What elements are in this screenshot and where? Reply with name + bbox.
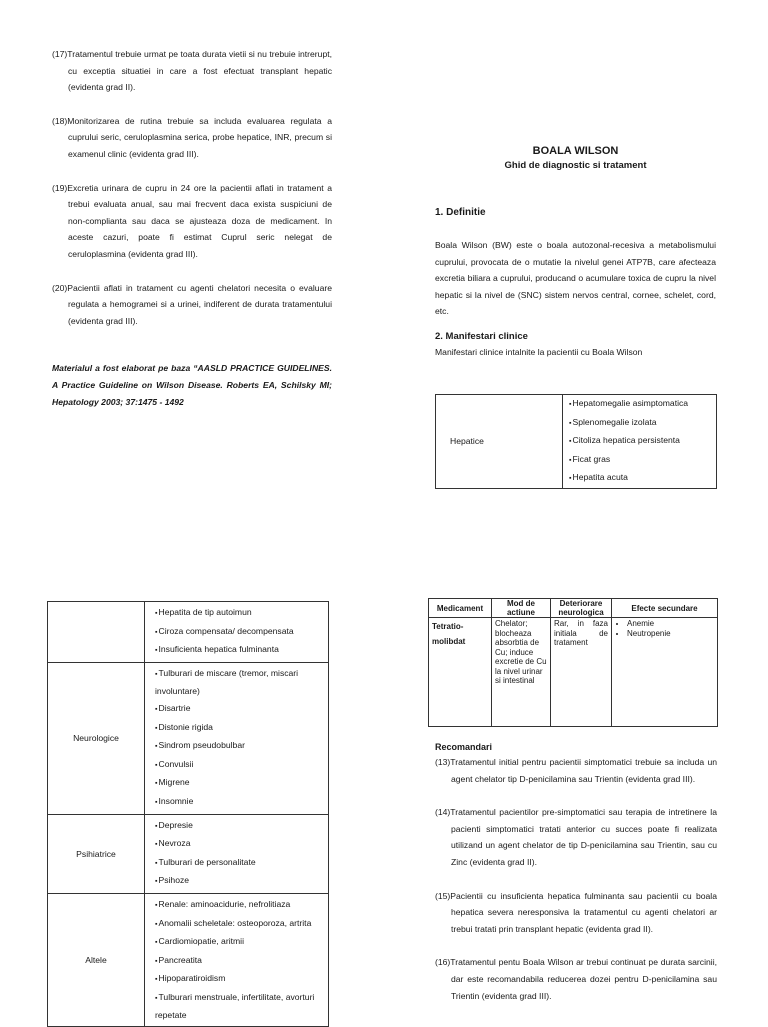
- neuro-deterioration: Rar, in faza initiala de tratament: [551, 618, 612, 727]
- list-item: ▪ Splenomegalie izolata: [569, 414, 716, 433]
- list-item: ▪ Insomnie: [155, 793, 322, 812]
- medication-table: [428, 598, 718, 727]
- document-subtitle: Ghid de diagnostic si tratament: [504, 160, 647, 171]
- list-item: ▪ Convulsii: [155, 756, 322, 775]
- list-item: ▪ Ciroza compensata/ decompensata: [155, 623, 322, 642]
- recommendation-13: (13)Tratamentul initial pentru pacientii simptomatici trebuie sa includa un agent chelator tip D-penicilamina sau Trientin (evidenta grad III).: [435, 757, 717, 784]
- list-item: ▪ Tulburari de miscare (tremor, miscari involuntare): [155, 665, 322, 700]
- section-manifestari-heading: 2. Manifestari clinice: [435, 330, 528, 342]
- section-definitie-heading: 1. Definitie: [435, 207, 486, 218]
- list-item: ▪ Psihoze: [155, 872, 322, 891]
- list-item: ▪ Hipoparatiroidism: [155, 970, 322, 989]
- row-list: [145, 602, 329, 663]
- list-item: ▪ Renale: aminoacidurie, nefrolitiaza: [155, 896, 322, 915]
- table-row: [48, 662, 329, 814]
- list-item: ▪ Distonie rigida: [155, 719, 322, 738]
- list-item: ▪ Tulburari menstruale, infertilitate, avorturi repetate: [155, 989, 322, 1024]
- recommendations-heading: Recomandari: [435, 742, 493, 752]
- list-item: ▪ Sindrom pseudobulbar: [155, 737, 322, 756]
- table-row: [48, 814, 329, 893]
- list-item: ▪ Insuficienta hepatica fulminanta: [155, 641, 322, 660]
- clinical-manifestations-table: [47, 601, 329, 1027]
- row-label: Altele: [48, 893, 145, 1026]
- drug-name: Tetratio-molibdat: [429, 618, 492, 727]
- recommendation-20: (20)Pacientii aflati in tratament cu agenti chelatori necesita o evaluare regulata a hemogramei si a urinei, indiferent de durata tratamentului (evidenta grad III).: [52, 282, 332, 326]
- row-list: [145, 814, 329, 893]
- recommendation-18: (18)Monitorizarea de rutina trebuie sa includa evaluarea regulata a cuprului seric, ceruloplasmina serica, probe hepatice, INR, precum si examenul clinic (evidenta grad III).: [52, 115, 332, 159]
- left-column: [52, 46, 332, 410]
- col-header: Mod de actiune: [492, 599, 551, 618]
- recommendation-14: (14)Tratamentul pacientilor pre-simptomatici sau terapia de intretinere la pacienti simptomatici tratati anterior cu succes poate fi realizata utilizand un agent chelator de tip D-penicilamina sau Trientin, sau cu Zinc (evidenta grad II).: [435, 807, 717, 867]
- table-row: [48, 602, 329, 663]
- recommendations-section: [435, 740, 717, 1004]
- list-item: ▪ Disartrie: [155, 700, 322, 719]
- list-item: ▪ Citoliza hepatica persistenta: [569, 432, 716, 451]
- right-column: [435, 144, 716, 361]
- hepatic-list: [563, 395, 717, 489]
- list-item: ▪ Hepatita de tip autoimun: [155, 604, 322, 623]
- row-label: Neurologice: [48, 662, 145, 814]
- list-item: • Anemie: [627, 619, 714, 629]
- recommendation-19: (19)Excretia urinara de cupru in 24 ore la pacientii aflati in tratament a trebui evaluata anual, sau mai frecvent daca exista suspiciuni de non-complianta sau daca se ajusteaza doza de medicament. In aceste cazuri, poate fi estimat Cuprul seric nelegat de ceruloplasmina (evidenta grad III).: [52, 182, 332, 259]
- list-item: ▪ Cardiomiopatie, aritmii: [155, 933, 322, 952]
- hepatic-label: Hepatice: [436, 395, 563, 489]
- list-item: • Neutropenie: [627, 629, 714, 639]
- source-note: Materialul a fost elaborat pe baza “AASLD PRACTICE GUIDELINES. A Practice Guideline on Wilson Disease. Roberts EA, Schilsky MI; Hepatology 2003; 37:1475 - 1492: [52, 363, 332, 407]
- table-header-row: [429, 599, 718, 618]
- list-item: ▪ Nevroza: [155, 835, 322, 854]
- list-item: ▪ Ficat gras: [569, 451, 716, 470]
- list-item: ▪ Anomalii scheletale: osteoporoza, artrita: [155, 915, 322, 934]
- table-row: [48, 893, 329, 1026]
- col-header: Medicament: [429, 599, 492, 618]
- col-header: Efecte secundare: [612, 599, 718, 618]
- side-effects: [612, 618, 718, 727]
- row-label: Psihiatrice: [48, 814, 145, 893]
- list-item: ▪ Migrene: [155, 774, 322, 793]
- mode-of-action: Chelator; blocheaza absorbtia de Cu; induce excretie de Cu la nivel urinar si intestinal: [492, 618, 551, 727]
- col-header: Deteriorare neurologica: [551, 599, 612, 618]
- table-row: [429, 618, 718, 727]
- list-item: ▪ Tulburari de personalitate: [155, 854, 322, 873]
- row-list: [145, 662, 329, 814]
- section-manifestari-text: Manifestari clinice intalnite la pacientii cu Boala Wilson: [435, 346, 643, 357]
- list-item: ▪ Depresie: [155, 817, 322, 836]
- recommendation-17: (17)Tratamentul trebuie urmat pe toata durata vietii si nu trebuie intrerupt, cu exceptia situatiei in care a fost efectuat transplant hepatic (evidenta grad II).: [52, 49, 332, 93]
- row-list: [145, 893, 329, 1026]
- recommendation-15: (15)Pacientii cu insuficienta hepatica fulminanta sau pacientii cu boala hepatica severa neresponsiva la tratamentul cu agenti chelatori ar trebui tratati prin transplant hepatic (evidenta grad II).: [435, 890, 717, 934]
- document-title: BOALA WILSON: [532, 145, 619, 157]
- hepatic-manifestations-table: [435, 394, 717, 489]
- recommendation-16: (16)Tratamentul pentu Boala Wilson ar trebui continuat pe durata sarcinii, dar este recomandabila reducerea dozei pentru D-penicilamina sau Trientin (evidenta grad III).: [435, 957, 717, 1001]
- section-definitie-text: Boala Wilson (BW) este o boala autozonal-recesiva a metabolismului cuprului, provocata de o mutatie la nivelul genei ATP7B, care afecteaza excretia biliara a cuprului, producand o acumulare toxica de cupru la nivel hepatic si la nivel de (SNC) sistem nervos central, cornee, schelet, cord, etc.: [435, 240, 716, 317]
- list-item: ▪ Hepatita acuta: [569, 469, 716, 488]
- row-label: [48, 602, 145, 663]
- list-item: ▪ Pancreatita: [155, 952, 322, 971]
- list-item: ▪ Hepatomegalie asimptomatica: [569, 395, 716, 414]
